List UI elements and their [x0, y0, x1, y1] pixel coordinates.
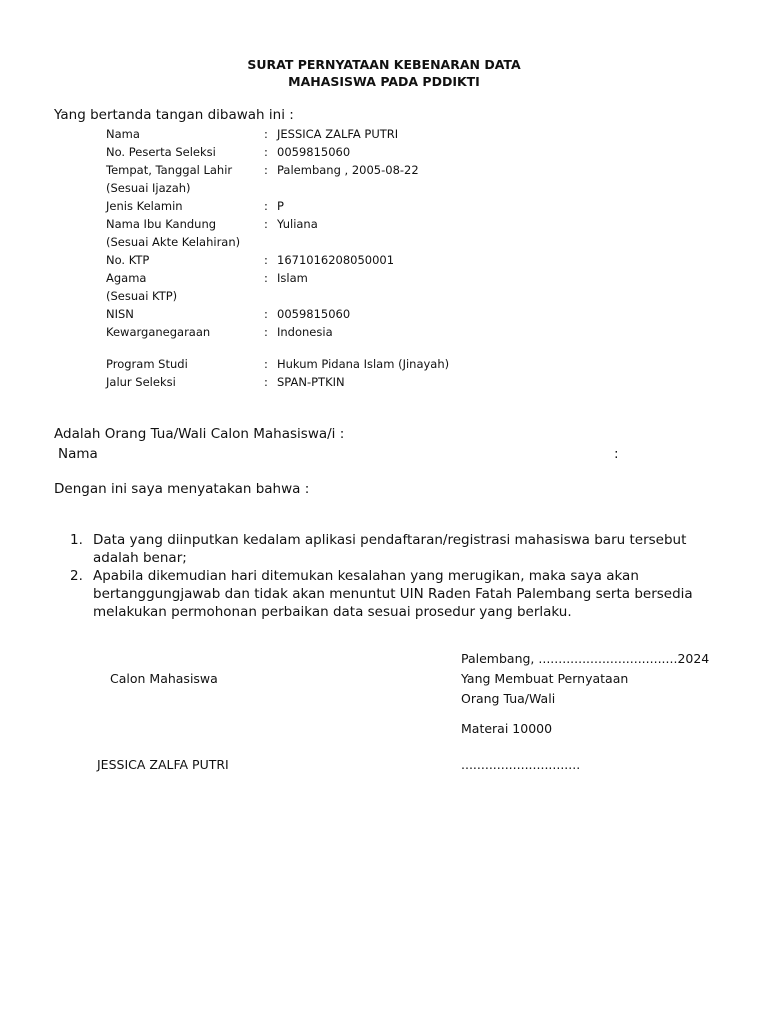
document-title-line1: SURAT PERNYATAAN KEBENARAN DATA [247, 57, 521, 72]
declaration-intro: Dengan ini saya menyatakan bahwa : [54, 481, 310, 497]
list-number: 1. [70, 532, 83, 548]
field-label: Nama Ibu Kandung [106, 217, 217, 231]
field-value: Indonesia [277, 325, 333, 339]
field-colon: : [264, 375, 268, 389]
list-text: Data yang diinputkan kedalam aplikasi pendaftaran/registrasi mahasiswa baru tersebut adalah benar; [93, 532, 687, 566]
field-value: 1671016208050001 [277, 253, 395, 267]
field-colon: : [264, 307, 268, 321]
field-label: Kewarganegaraan [106, 325, 211, 339]
signature-right-subtitle: Orang Tua/Wali [461, 691, 556, 706]
field-label: (Sesuai KTP) [106, 289, 178, 303]
field-colon: : [264, 357, 268, 371]
parent-name-colon: : [614, 446, 619, 462]
signature-left-name: JESSICA ZALFA PUTRI [97, 757, 229, 772]
field-row [106, 233, 706, 251]
field-label: Jenis Kelamin [106, 199, 183, 213]
field-row [106, 125, 706, 143]
field-colon: : [264, 145, 268, 159]
field-colon: : [264, 253, 268, 267]
field-row [106, 269, 706, 287]
field-label: (Sesuai Akte Kelahiran) [106, 235, 241, 249]
field-row [106, 215, 706, 233]
field-row [106, 355, 706, 373]
field-row [106, 287, 706, 305]
document-title-line2: MAHASISWA PADA PDDIKTI [288, 74, 480, 89]
field-value: SPAN-PTKIN [277, 375, 345, 389]
field-label: Program Studi [106, 357, 188, 371]
student-fields [106, 125, 706, 391]
field-colon: : [264, 199, 268, 213]
field-colon: : [264, 217, 268, 231]
field-colon: : [264, 271, 268, 285]
field-value: Palembang , 2005-08-22 [277, 163, 419, 177]
parent-name-label: Nama [58, 446, 98, 462]
list-item [70, 567, 720, 621]
field-value: Hukum Pidana Islam (Jinayah) [277, 357, 450, 371]
intro-text: Yang bertanda tangan dibawah ini : [54, 107, 294, 123]
field-label: Tempat, Tanggal Lahir [106, 163, 233, 177]
field-value: Islam [277, 271, 308, 285]
field-label: Nama [106, 127, 140, 141]
field-row [106, 251, 706, 269]
list-number: 2. [70, 568, 83, 584]
field-row [106, 161, 706, 179]
field-row [106, 179, 706, 197]
field-row [106, 373, 706, 391]
field-row [106, 323, 706, 341]
field-value: 0059815060 [277, 145, 351, 159]
field-label: NISN [106, 307, 134, 321]
field-colon: : [264, 325, 268, 339]
field-label: Agama [106, 271, 147, 285]
field-label: No. Peserta Seleksi [106, 145, 216, 159]
field-value: P [277, 199, 284, 213]
field-value: Yuliana [277, 217, 318, 231]
field-label: (Sesuai Ijazah) [106, 181, 191, 195]
field-colon: : [264, 163, 268, 177]
signature-left-title: Calon Mahasiswa [110, 671, 218, 686]
field-value: JESSICA ZALFA PUTRI [277, 127, 399, 141]
field-row [106, 197, 706, 215]
field-label: No. KTP [106, 253, 150, 267]
field-row [106, 305, 706, 323]
statement-list [70, 531, 720, 621]
field-value: 0059815060 [277, 307, 351, 321]
field-colon: : [264, 127, 268, 141]
signature-place-date: Palembang, ...................................2024 [461, 651, 710, 666]
list-item [70, 531, 720, 567]
list-text: Apabila dikemudian hari ditemukan kesalahan yang merugikan, maka saya akan bertanggungjawab dan tidak akan menuntut UIN Raden Fatah Palembang serta bersedia melakukan permohonan perbaikan data sesuai prosedur yang berlaku. [93, 568, 693, 620]
parent-intro-text: Adalah Orang Tua/Wali Calon Mahasiswa/i : [54, 426, 345, 442]
field-label: Jalur Seleksi [106, 375, 176, 389]
signature-right-name-placeholder: .............................. [461, 757, 581, 772]
signature-right-title: Yang Membuat Pernyataan [461, 671, 629, 686]
field-row [106, 143, 706, 161]
materai-stamp-text: Materai 10000 [461, 721, 553, 736]
